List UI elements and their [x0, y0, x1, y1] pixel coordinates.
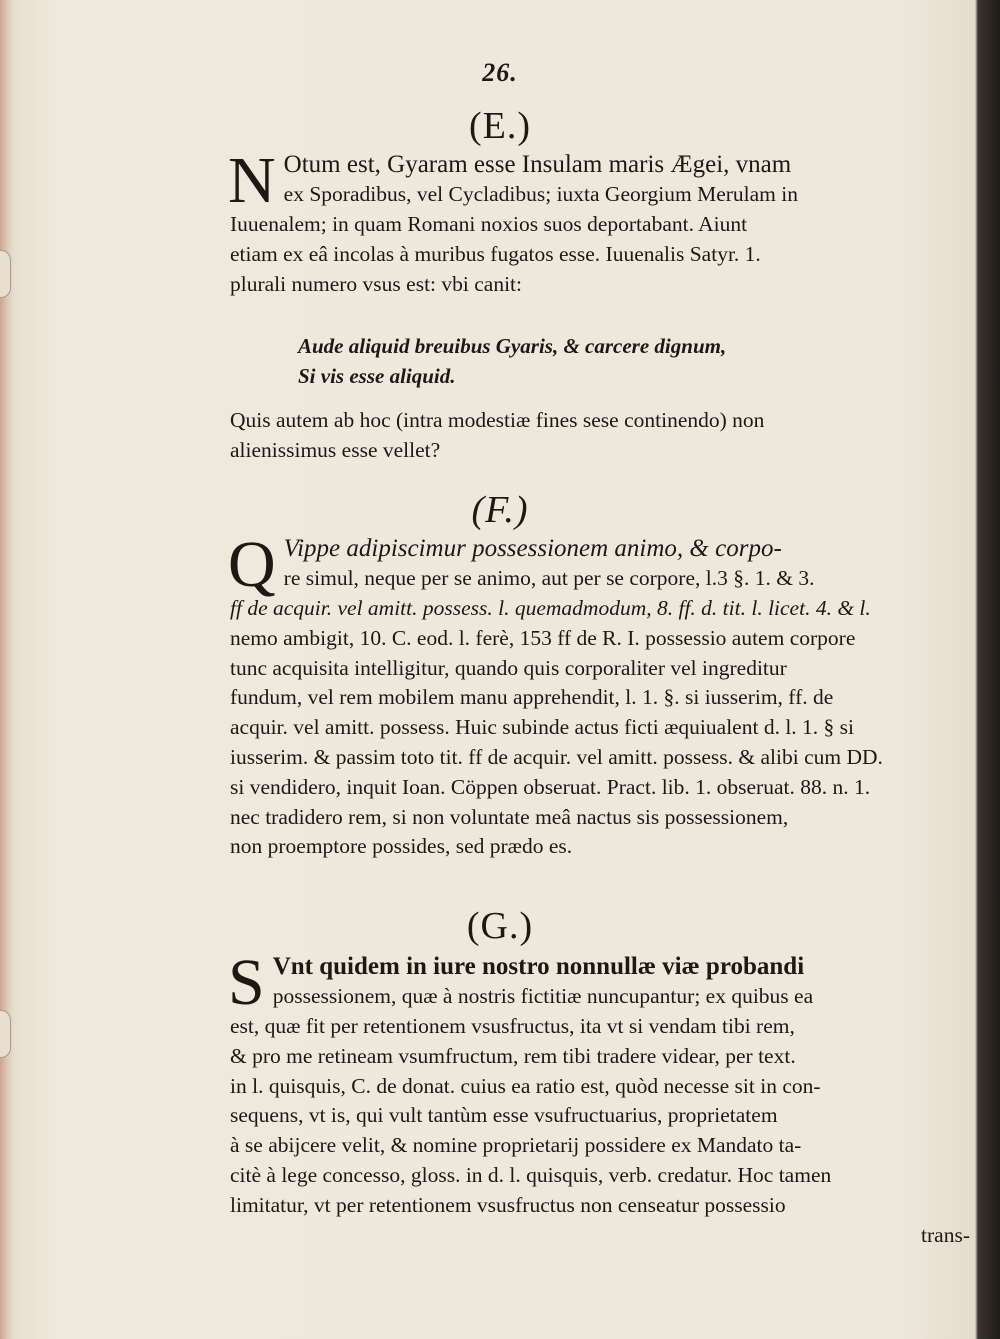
text-line: Quis autem ab hoc (intra modestiæ fines sese continendo) non	[230, 408, 765, 432]
text-line: fundum, vel rem mobilem manu apprehendit, l. 1. §. si iusserim, ff. de	[230, 685, 834, 710]
text-line: possessionem, quæ à nostris fictitiæ nuncupantur; ex quibus ea	[272, 983, 814, 1008]
text-line: nemo ambigit, 10. C. eod. l. ferè, 153 ff de R. I. possessio autem corpore	[230, 625, 856, 650]
section-e-body	[228, 144, 970, 299]
page-edge	[0, 0, 12, 1339]
verse-line: Aude aliquid breuibus Gyaris, & carcere dignum,	[298, 334, 727, 358]
page-tab-bottom	[0, 1010, 11, 1058]
text-line: ff de acquir. vel amitt. possess. l. quemadmodum, 8. ff. d. tit. l. licet. 4. & l.	[230, 596, 871, 620]
section-f-body	[228, 528, 970, 862]
page-number: 26.	[482, 58, 518, 87]
section-heading-e: (E.)	[468, 105, 532, 147]
verse-line: Si vis esse aliquid.	[298, 363, 456, 388]
verse-quote	[298, 332, 938, 392]
text-line: in l. quisquis, C. de donat. cuius ea ratio est, quòd necesse sit in con-	[230, 1073, 821, 1098]
text-line: iusserim. & passim toto tit. ff de acquir. vel amitt. possess. & alibi cum DD.	[230, 744, 883, 769]
text-line: est, quæ fit per retentionem vsusfructus, ita vt si vendam tibi rem,	[230, 1014, 795, 1038]
text-line: & pro me retineam vsumfructum, rem tibi tradere videar, per text.	[230, 1043, 796, 1068]
text-line: à se abijcere velit, & nomine proprietarij possidere ex Mandato ta-	[230, 1133, 802, 1158]
text-line: limitatur, vt per retentionem vsusfructus non censeatur possessio	[230, 1192, 786, 1217]
section-heading-g: (G.)	[466, 905, 534, 947]
text-line: non proemptore possides, sed prædo es.	[230, 834, 573, 859]
section-g-body	[228, 946, 970, 1250]
text-line: Vippe adipiscimur possessionem animo, & corpo-	[283, 535, 782, 562]
section-heading-f: (F.)	[471, 489, 529, 531]
text-line: ex Sporadibus, vel Cycladibus; iuxta Georgium Merulam in	[283, 181, 799, 206]
dropcap-s: S	[228, 946, 265, 1019]
dropcap-q: Q	[228, 528, 276, 601]
text-line: acquir. vel amitt. possess. Huic subinde actus ficti æquiualent d. l. 1. § si	[230, 715, 855, 740]
text-line: nec tradidero rem, si non voluntate meâ nactus sis possessionem,	[230, 804, 789, 829]
text-line: Vnt quidem in iure nostro nonnullæ viæ probandi	[272, 953, 805, 980]
text-line: re simul, neque per se animo, aut per se corpore, l.3 §. 1. & 3.	[283, 565, 815, 590]
text-line: plurali numero vsus est: vbi canit:	[230, 271, 522, 296]
text-line: Iuuenalem; in quam Romani noxios suos deportabant. Aiunt	[230, 212, 748, 236]
section-e-after	[230, 406, 970, 466]
text-line: sequens, vt is, qui vult tantùm esse vsufructuarius, proprietatem	[230, 1103, 778, 1128]
text-line: etiam ex eâ incolas à muribus fugatos esse. Iuuenalis Satyr. 1.	[230, 241, 761, 266]
dropcap-n: N	[228, 144, 276, 217]
text-line: Otum est, Gyaram esse Insulam maris Ægei, vnam	[283, 151, 792, 178]
text-line: alienissimus esse vellet?	[230, 437, 441, 462]
catchword: trans-	[921, 1222, 970, 1247]
text-line: citè à lege concesso, gloss. in d. l. quisquis, verb. credatur. Hoc tamen	[230, 1162, 832, 1187]
page-tab-top	[0, 250, 11, 298]
text-line: si vendidero, inquit Ioan. Cöppen obseruat. Pract. lib. 1. obseruat. 88. n. 1.	[230, 774, 871, 799]
text-line: tunc acquisita intelligitur, quando quis corporaliter vel ingreditur	[230, 655, 787, 680]
